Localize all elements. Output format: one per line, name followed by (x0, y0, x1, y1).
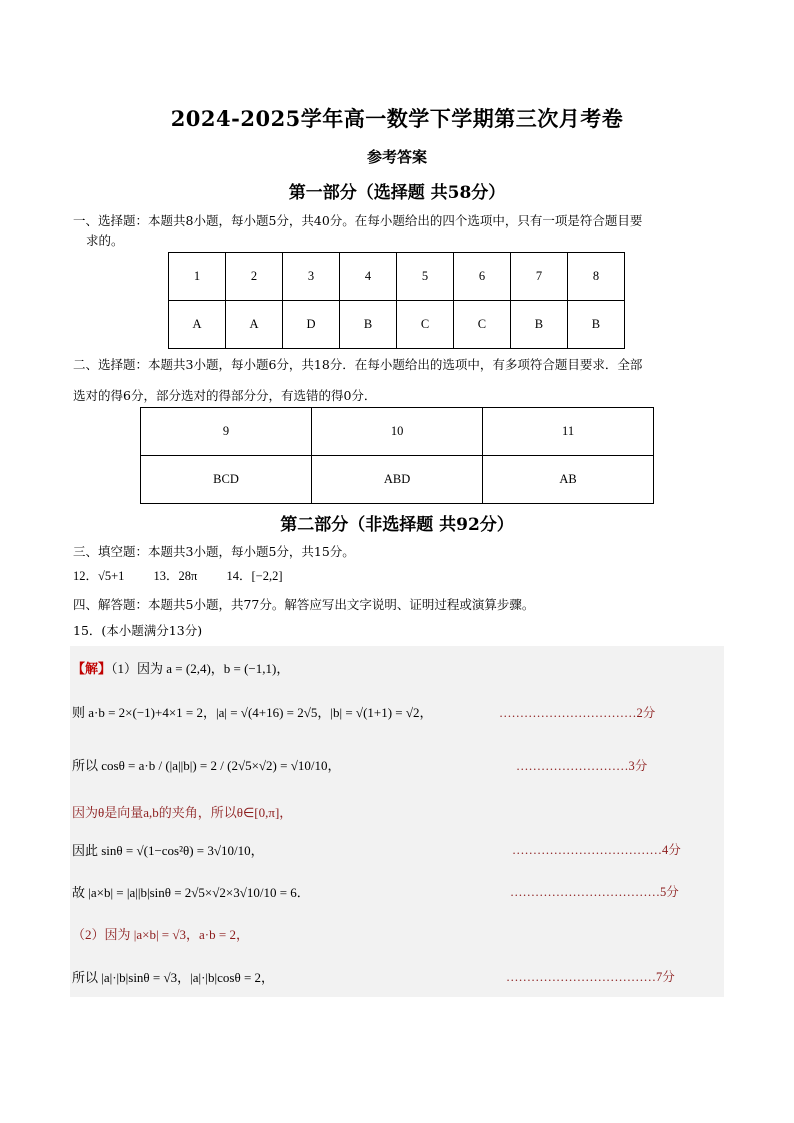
table-cell: 6 (453, 253, 510, 301)
table-cell: BCD (141, 456, 312, 504)
table-cell: B (340, 301, 397, 349)
table-cell: 8 (567, 253, 624, 301)
section2-intro (73, 349, 733, 411)
answer-table-2 (140, 407, 654, 504)
solution-line-3: 所以 cosθ = a·b / (|a||b|) = 2 / (2√5×√2) = √10/10， (72, 758, 341, 773)
table-cell: 9 (141, 408, 312, 456)
solution-line-5: 因此 sinθ = √(1−cos²θ) = 3√10/10， (72, 843, 264, 858)
table-row-numbers (169, 253, 625, 301)
section3-intro: 三、填空题：本题共3小题，每小题5分，共15分。 (73, 544, 355, 559)
section1-intro-line2: 求的。 (86, 233, 124, 248)
fill-answer-14: 14．[−2,2] (226, 569, 283, 583)
table-cell: C (397, 301, 454, 349)
part1-heading: 第一部分（选择题 共58分） (288, 183, 506, 203)
table-cell: C (453, 301, 510, 349)
q15-title: 15．(本小题满分13分) (73, 623, 203, 638)
score-marker: ………………………………5分 (510, 885, 679, 899)
page-title: 2024-2025学年高一数学下学期第三次月考卷 (170, 106, 624, 131)
table-cell: A (169, 301, 226, 349)
table-cell: 5 (397, 253, 454, 301)
solution-line-4: 因为θ是向量a,b的夹角，所以θ∈[0,π]， (72, 805, 293, 820)
part2-heading: 第二部分（非选择题 共92分） (280, 515, 514, 535)
page-subtitle: 参考答案 (366, 148, 427, 166)
table-cell: 1 (169, 253, 226, 301)
table-cell: 2 (226, 253, 283, 301)
table-row-answers (169, 301, 625, 349)
table-row-numbers (141, 408, 654, 456)
table-cell: B (510, 301, 567, 349)
solution-line-7: （2）因为 |a×b| = √3，a·b = 2， (72, 927, 249, 942)
section2-intro-line1: 二、选择题：本题共3小题，每小题6分，共18分．在每小题给出的选项中，有多项符合题目要求．全部 (73, 357, 643, 372)
answer-table-1 (168, 252, 625, 349)
solution-line-1 (72, 658, 289, 677)
fill-answer-12: 12．√5+1 (73, 569, 125, 583)
fill-in-answers (73, 566, 308, 584)
table-cell: D (283, 301, 340, 349)
table-cell: ABD (312, 456, 483, 504)
section4-intro: 四、解答题：本题共5小题，共77分。解答应写出文字说明、证明过程或演算步骤。 (73, 597, 535, 612)
score-marker: ………………………………7分 (506, 970, 675, 984)
table-cell: 3 (283, 253, 340, 301)
solution-box (70, 646, 724, 997)
table-cell: 11 (483, 408, 654, 456)
score-marker: ………………………………4分 (512, 843, 681, 857)
fill-answer-13: 13．28π (153, 569, 198, 583)
table-cell: 10 (312, 408, 483, 456)
table-cell: 7 (510, 253, 567, 301)
table-cell: 4 (340, 253, 397, 301)
solution-line-6: 故 |a×b| = |a||b|sinθ = 2√5×√2×3√10/10 = 6． (72, 885, 310, 900)
solution-line-8: 所以 |a|·|b|sinθ = √3，|a|·|b|cosθ = 2， (72, 970, 275, 985)
solution-line-2: 则 a·b = 2×(−1)+4×1 = 2，|a| = √(4+16) = 2√5，|b| = √(1+1) = √2， (72, 705, 433, 720)
table-row-answers (141, 456, 654, 504)
solution-tag: 【解】 (72, 661, 112, 676)
score-marker: ………………………3分 (516, 759, 648, 773)
section1-intro-line1: 一、选择题：本题共8小题，每小题5分，共40分。在每小题给出的四个选项中，只有一项是符合题目要 (73, 213, 643, 228)
solution-text: （1）因为 a = (2,4)，b = (−1,1)， (111, 661, 290, 676)
section1-intro (73, 211, 733, 251)
score-marker: ……………………………2分 (499, 706, 656, 720)
section2-intro-line2: 选对的得6分，部分选对的得部分分，有选错的得0分． (73, 388, 377, 403)
table-cell: B (567, 301, 624, 349)
table-cell: AB (483, 456, 654, 504)
table-cell: A (226, 301, 283, 349)
